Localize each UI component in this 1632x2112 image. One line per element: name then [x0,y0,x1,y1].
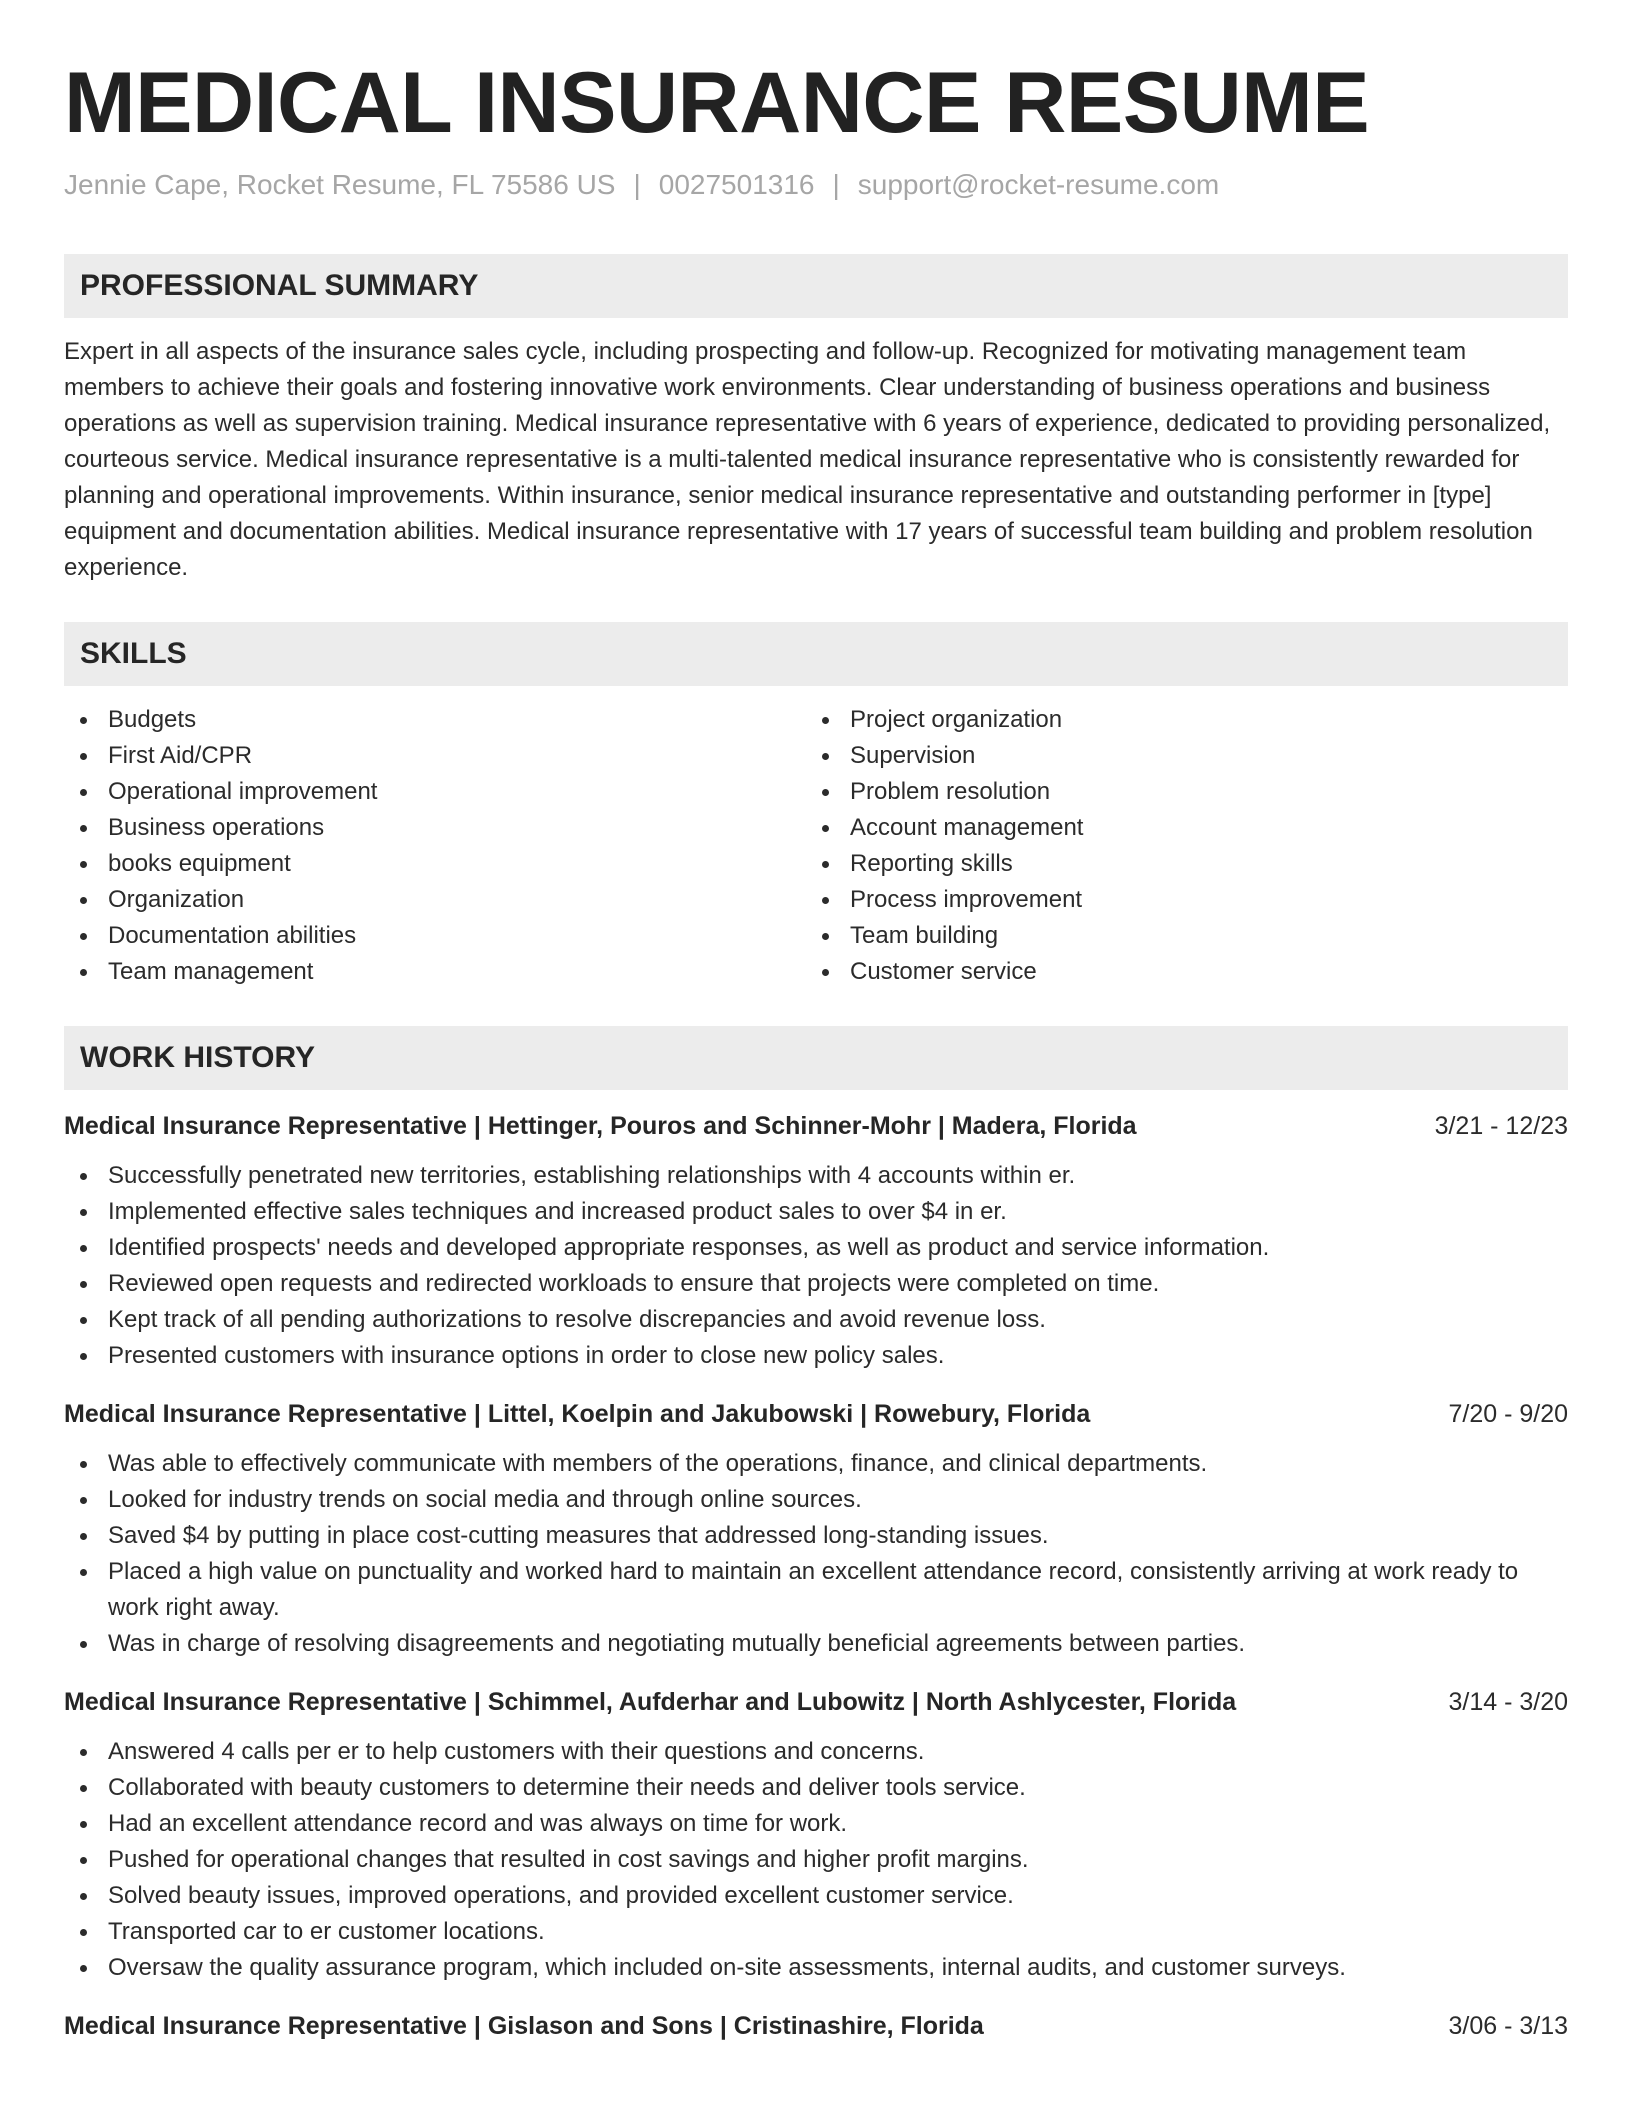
skill-item: Account management [806,810,1548,846]
job-bullet: Was able to effectively communicate with members of the operations, finance, and clinical departments. [64,1446,1568,1482]
job-bullet: Looked for industry trends on social media and through online sources. [64,1482,1568,1518]
skill-item: books equipment [64,846,806,882]
job-header [64,1396,1568,1432]
job-entry [64,1684,1568,1986]
contact-email: support@rocket-resume.com [857,169,1220,200]
job-title: Medical Insurance Representative | Hettinger, Pouros and Schinner-Mohr | Madera, Florida [64,1112,1137,1140]
skill-item: Team management [64,954,806,990]
skill-item: Organization [64,882,806,918]
skill-item: Supervision [806,738,1548,774]
job-title: Medical Insurance Representative | Littel, Koelpin and Jakubowski | Rowebury, Florida [64,1400,1091,1428]
contact-address: Jennie Cape, Rocket Resume, FL 75586 US [64,169,616,200]
skills-left-column [64,702,806,990]
job-entry [64,1396,1568,1662]
job-bullet: Presented customers with insurance options in order to close new policy sales. [64,1338,1568,1374]
job-bullet: Identified prospects' needs and developed appropriate responses, as well as product and service information. [64,1230,1568,1266]
job-bullet: Successfully penetrated new territories, establishing relationships with 4 accounts within er. [64,1158,1568,1194]
job-bullets [64,1158,1568,1374]
job-dates: 3/14 - 3/20 [1448,1688,1568,1716]
skill-item: Documentation abilities [64,918,806,954]
job-entry [64,1108,1568,1374]
job-bullet: Saved $4 by putting in place cost-cutting measures that addressed long-standing issues. [64,1518,1568,1554]
resume-title: MEDICAL INSURANCE RESUME [64,55,1370,151]
job-header [64,1684,1568,1720]
job-bullet: Oversaw the quality assurance program, which included on-site assessments, internal audits, and customer surveys. [64,1950,1568,1986]
skill-item: Business operations [64,810,806,846]
job-bullet: Collaborated with beauty customers to determine their needs and deliver tools service. [64,1770,1568,1806]
skill-item: Process improvement [806,882,1548,918]
summary-heading: PROFESSIONAL SUMMARY [64,254,1568,318]
job-bullet: Placed a high value on punctuality and worked hard to maintain an excellent attendance record, consistently arriving at work ready to work right away. [64,1554,1568,1626]
skills-heading: SKILLS [64,622,1568,686]
job-bullet: Kept track of all pending authorizations to resolve discrepancies and avoid revenue loss. [64,1302,1568,1338]
job-bullet: Implemented effective sales techniques and increased product sales to over $4 in er. [64,1194,1568,1230]
contact-separator: | [832,169,840,200]
work-history-heading: WORK HISTORY [64,1026,1568,1090]
job-dates: 3/06 - 3/13 [1448,2012,1568,2040]
skill-item: Project organization [806,702,1548,738]
skill-item: Operational improvement [64,774,806,810]
contact-phone: 0027501316 [658,169,815,200]
skill-item: Reporting skills [806,846,1548,882]
job-bullet: Had an excellent attendance record and was always on time for work. [64,1806,1568,1842]
job-dates: 7/20 - 9/20 [1448,1400,1568,1428]
skill-item: Team building [806,918,1548,954]
job-entry [64,2008,1568,2044]
skill-item: Budgets [64,702,806,738]
job-title: Medical Insurance Representative | Gislason and Sons | Cristinashire, Florida [64,2012,984,2040]
job-bullet: Reviewed open requests and redirected workloads to ensure that projects were completed on time. [64,1266,1568,1302]
job-bullet: Transported car to er customer locations. [64,1914,1568,1950]
contact-line [64,168,1568,202]
job-bullet: Was in charge of resolving disagreements and negotiating mutually beneficial agreements between parties. [64,1626,1568,1662]
skills-columns [64,702,1568,990]
job-dates: 3/21 - 12/23 [1434,1112,1568,1140]
job-title: Medical Insurance Representative | Schimmel, Aufderhar and Lubowitz | North Ashlycester, Florida [64,1688,1237,1716]
summary-text: Expert in all aspects of the insurance sales cycle, including prospecting and follow-up. Recognized for motivating management team members to achieve their goals and fostering innovative work environments. Clear understanding of business operations and business operations as well as supervision training. Medical insurance representative with 6 years of experience, dedicated to providing personalized, courteous service. Medical insurance representative is a multi-talented medical insurance representative who is consistently rewarded for planning and operational improvements. Within insurance, senior medical insurance representative and outstanding performer in [type] equipment and documentation abilities. Medical insurance representative with 17 years of successful team building and problem resolution experience. [64,338,1551,581]
resume-page [64,56,1568,2058]
skill-item: Problem resolution [806,774,1548,810]
job-bullets [64,1734,1568,1986]
job-header [64,2008,1568,2044]
skill-item: First Aid/CPR [64,738,806,774]
job-bullet: Answered 4 calls per er to help customers with their questions and concerns. [64,1734,1568,1770]
job-bullet: Solved beauty issues, improved operations, and provided excellent customer service. [64,1878,1568,1914]
contact-separator: | [633,169,641,200]
job-bullets [64,1446,1568,1662]
skill-item: Customer service [806,954,1548,990]
job-bullet: Pushed for operational changes that resulted in cost savings and higher profit margins. [64,1842,1568,1878]
skills-right-column [806,702,1548,990]
job-header [64,1108,1568,1144]
